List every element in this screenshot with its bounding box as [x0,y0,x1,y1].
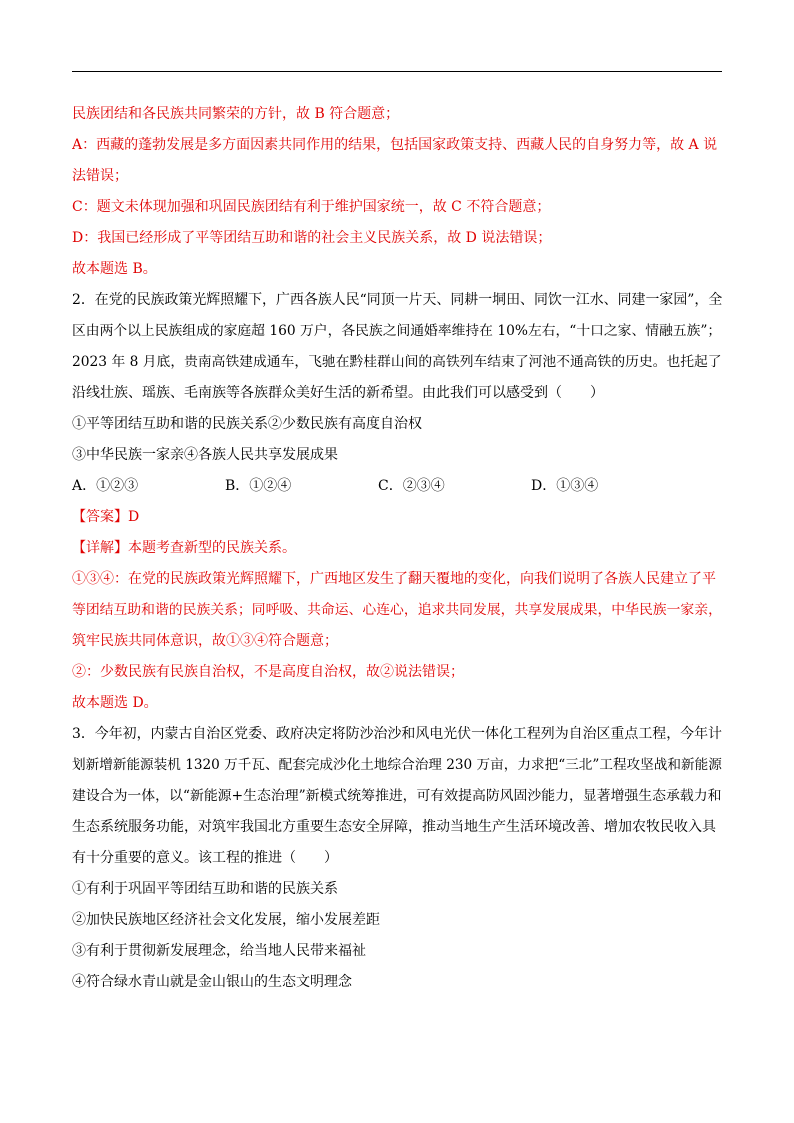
q3-item: ③有利于贯彻新发展理念，给当地人民带来福祉 [72,943,366,959]
q2-detail: 【详解】本题考查新型的民族关系。 [72,540,296,556]
q2-stem-line: 2023 年 8 月底，贵南高铁建成通车，飞驰在黔桂群山间的高铁列车结束了河池不通高铁的历史。也托起了 [72,354,722,370]
q2-item: ①平等团结互助和谐的民族关系②少数民族有高度自治权 [72,416,422,432]
q2-option-d: D．①③④ [531,478,599,494]
q3-item: ②加快民族地区经济社会文化发展，缩小发展差距 [72,912,380,928]
q2-stem-line: 沿线壮族、瑶族、毛南族等各族群众美好生活的新希望。由此我们可以感受到（ ） [72,385,604,401]
q2-options [72,471,722,502]
q2-option-a: A．①②③ [72,478,139,494]
q3-stem-line: 建设合为一体，以“新能源+生态治理”新模式统筹推进，可有效提高防风固沙能力，显著增强生态承载力和 [72,788,722,804]
prev-analysis-line: A：西藏的蓬勃发展是多方面因素共同作用的结果，包括国家政策支持、西藏人民的自身努力等，故 A 说 [72,137,718,153]
q2-analysis-line: ①③④：在党的民族政策光辉照耀下，广西地区发生了翻天覆地的变化，向我们说明了各族人民建立了平 [72,571,716,587]
q3-stem-line: 生态系统服务功能，对筑牢我国北方重要生态安全屏障，推动当地生产生活环境改善、增加农牧民收入具 [72,819,716,835]
q3-stem-line: 3．今年初，内蒙古自治区党委、政府决定将防沙治沙和风电光伏一体化工程列为自治区重点工程，今年计 [72,726,722,742]
q2-analysis-line: 筑牢民族共同体意识，故①③④符合题意； [72,633,338,649]
q2-stem-line: 区由两个以上民族组成的家庭超 160 万户，各民族之间通婚率维持在 10%左右，“十口之家、情融五族”； [72,323,722,339]
q2-item: ③中华民族一家亲④各族人民共享发展成果 [72,447,338,463]
prev-analysis-line: 民族团结和各民族共同繁荣的方针，故 B 符合题意； [72,106,400,122]
prev-analysis-line: C：题文未体现加强和巩固民族团结有利于维护国家统一，故 C 不符合题意； [72,199,551,215]
q2-stem-line: 2．在党的民族政策光辉照耀下，广西各族人民“同顶一片天、同耕一垌田、同饮一江水、同建一家园”，全 [72,292,722,308]
prev-analysis-line: D：我国已经形成了平等团结互助和谐的社会主义民族关系，故 D 说法错误； [72,230,552,246]
q2-analysis-line: 等团结互助和谐的民族关系；同呼吸、共命运、心连心，追求共同发展，共享发展成果，中华民族一家亲， [72,602,722,618]
q3-item: ①有利于巩固平等团结互助和谐的民族关系 [72,881,338,897]
q3-stem-line: 划新增新能源装机 1320 万千瓦、配套完成沙化土地综合治理 230 万亩，力求把“三北”工程攻坚战和新能源 [72,757,722,773]
q2-answer: 【答案】D [72,509,140,525]
page-content [72,99,722,998]
prev-conclusion: 故本题选 B。 [72,261,157,277]
prev-analysis-line: 法错误； [72,168,128,184]
q3-stem-line: 有十分重要的意义。该工程的推进（ ） [72,850,338,866]
header-rule [72,71,722,72]
q2-conclusion: 故本题选 D。 [72,695,158,711]
q2-analysis-line: ②：少数民族有民族自治权，不是高度自治权，故②说法错误； [72,664,464,680]
q2-option-b: B．①②④ [225,478,292,494]
q2-option-c: C．②③④ [378,478,445,494]
q3-item: ④符合绿水青山就是金山银山的生态文明理念 [72,974,352,990]
